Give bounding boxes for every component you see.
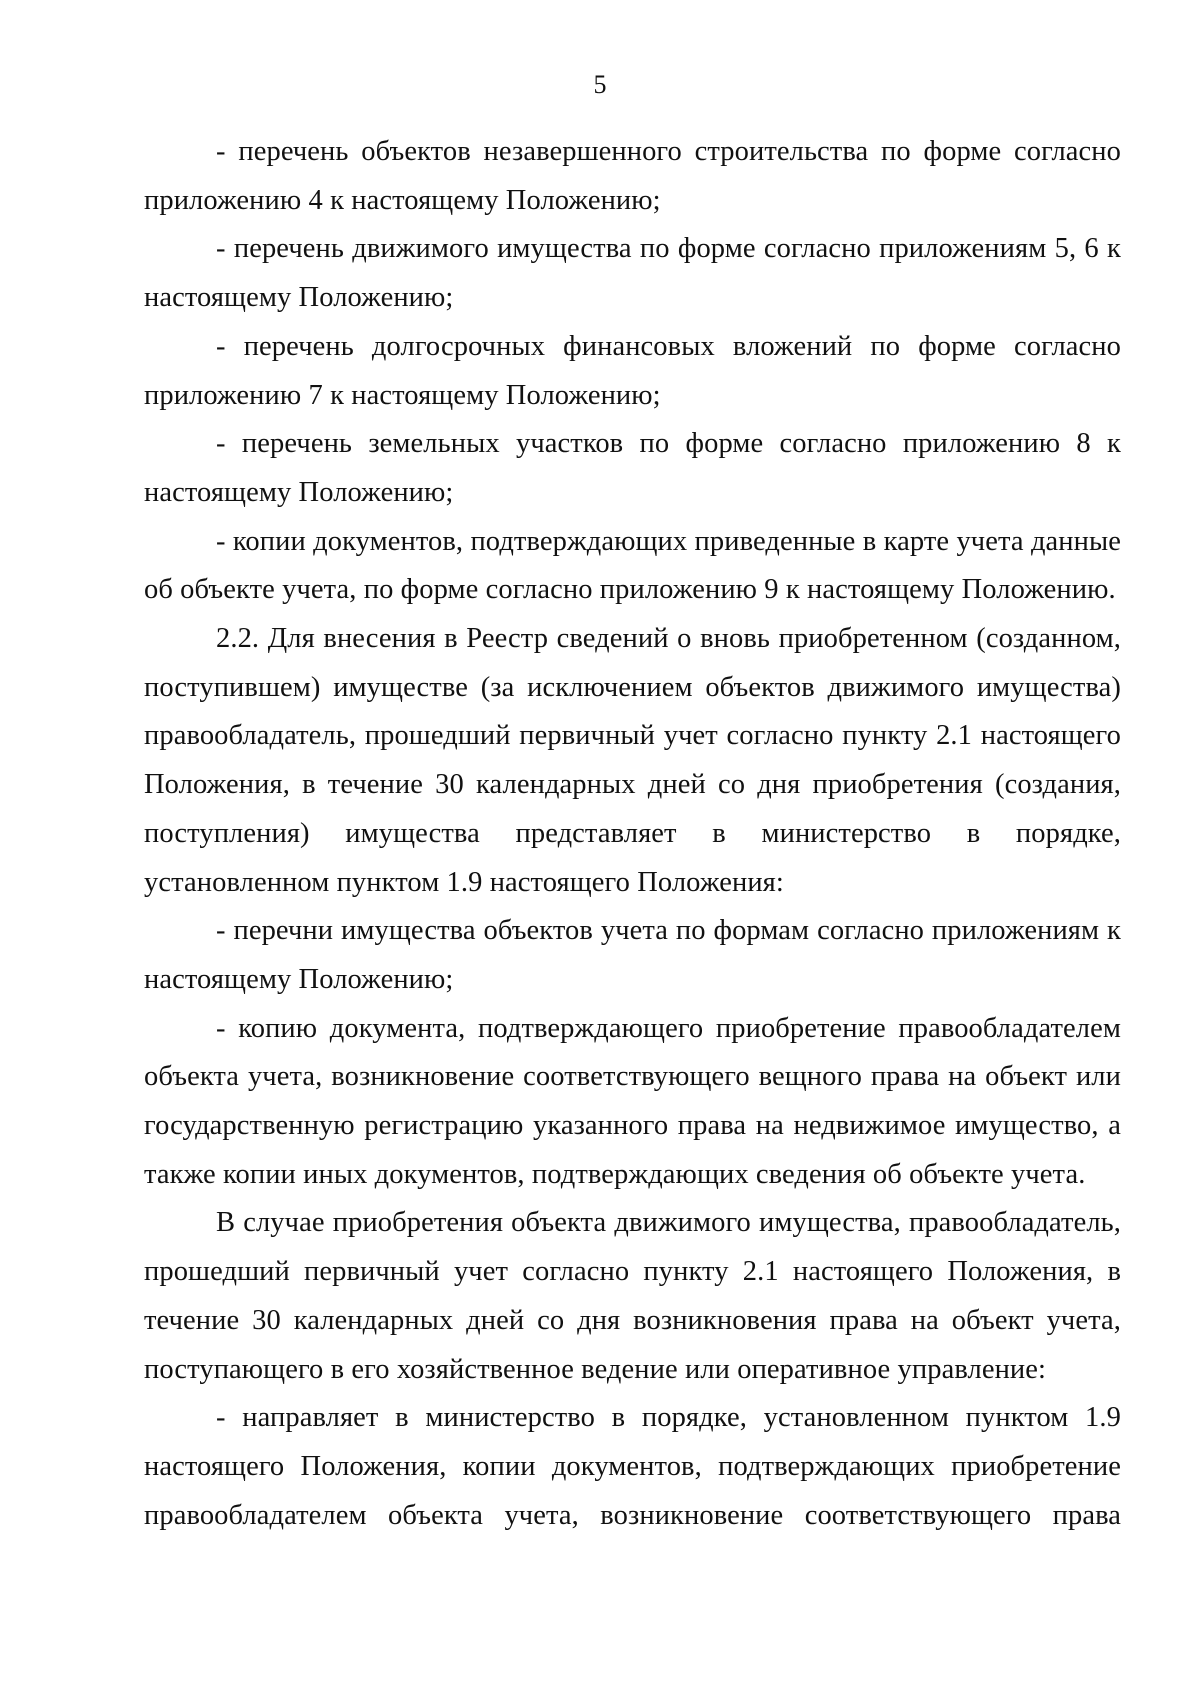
paragraph-list-item-land-plots: - перечень земельных участков по форме согласно приложению 8 к настоящему Положению; (144, 428, 1121, 508)
paragraph-list-item-acquisition-document: - копию документа, подтверждающего приобретение правообладателем объекта учета, возникновение соответствующего вещного права на объект или государственную регистрацию указанного права на недвижимое имущество, а также копии иных документов, подтверждающих сведения об объекте учета. (144, 1012, 1121, 1190)
paragraph-section-2-2: 2.2. Для внесения в Реестр сведений о вновь приобретенном (созданном, поступившем) имуществе (за исключением объектов движимого имущества) правообладатель, прошедший первичный учет согласно пункту 2.1 настоящего Положения, в течение 30 календарных дней со дня приобретения (создания, поступления) имущества представляет в министерство в порядке, установленном пунктом 1.9 настоящего Положения: (144, 623, 1121, 898)
paragraph-list-item-movable-property: - перечень движимого имущества по форме согласно приложениям 5, 6 к настоящему Положению; (144, 233, 1121, 314)
paragraph-list-item-long-term-investments: - перечень долгосрочных финансовых вложений по форме согласно приложению 7 к настоящему Положению; (144, 330, 1121, 411)
paragraph-list-item-unfinished-construction: - перечень объектов незавершенного строительства по форме согласно приложению 4 к настоящему Положению; (144, 136, 1121, 216)
paragraph-movable-property-case: В случае приобретения объекта движимого имущества, правообладатель, прошедший первичный учет согласно пункту 2.1 настоящего Положения, в течение 30 календарных дней со дня возникновения права на объект учета, поступающего в его хозяйственное ведение или оперативное управление: (144, 1207, 1121, 1385)
paragraph-list-item-document-copies: - копии документов, подтверждающих приведенные в карте учета данные об объекте учета, по форме согласно приложению 9 к настоящему Положению. (144, 525, 1121, 606)
paragraph-list-item-sends-to-ministry: - направляет в министерство в порядке, установленном пунктом 1.9 настоящего Положения, копии документов, подтверждающих приобретение правообладателем объекта учета, возникновение соответствующего права (144, 1402, 1121, 1531)
paragraph-list-item-property-lists: - перечни имущества объектов учета по формам согласно приложениям к настоящему Положению; (144, 915, 1121, 995)
page-number: 5 (593, 70, 607, 99)
document-body (144, 128, 1121, 1540)
